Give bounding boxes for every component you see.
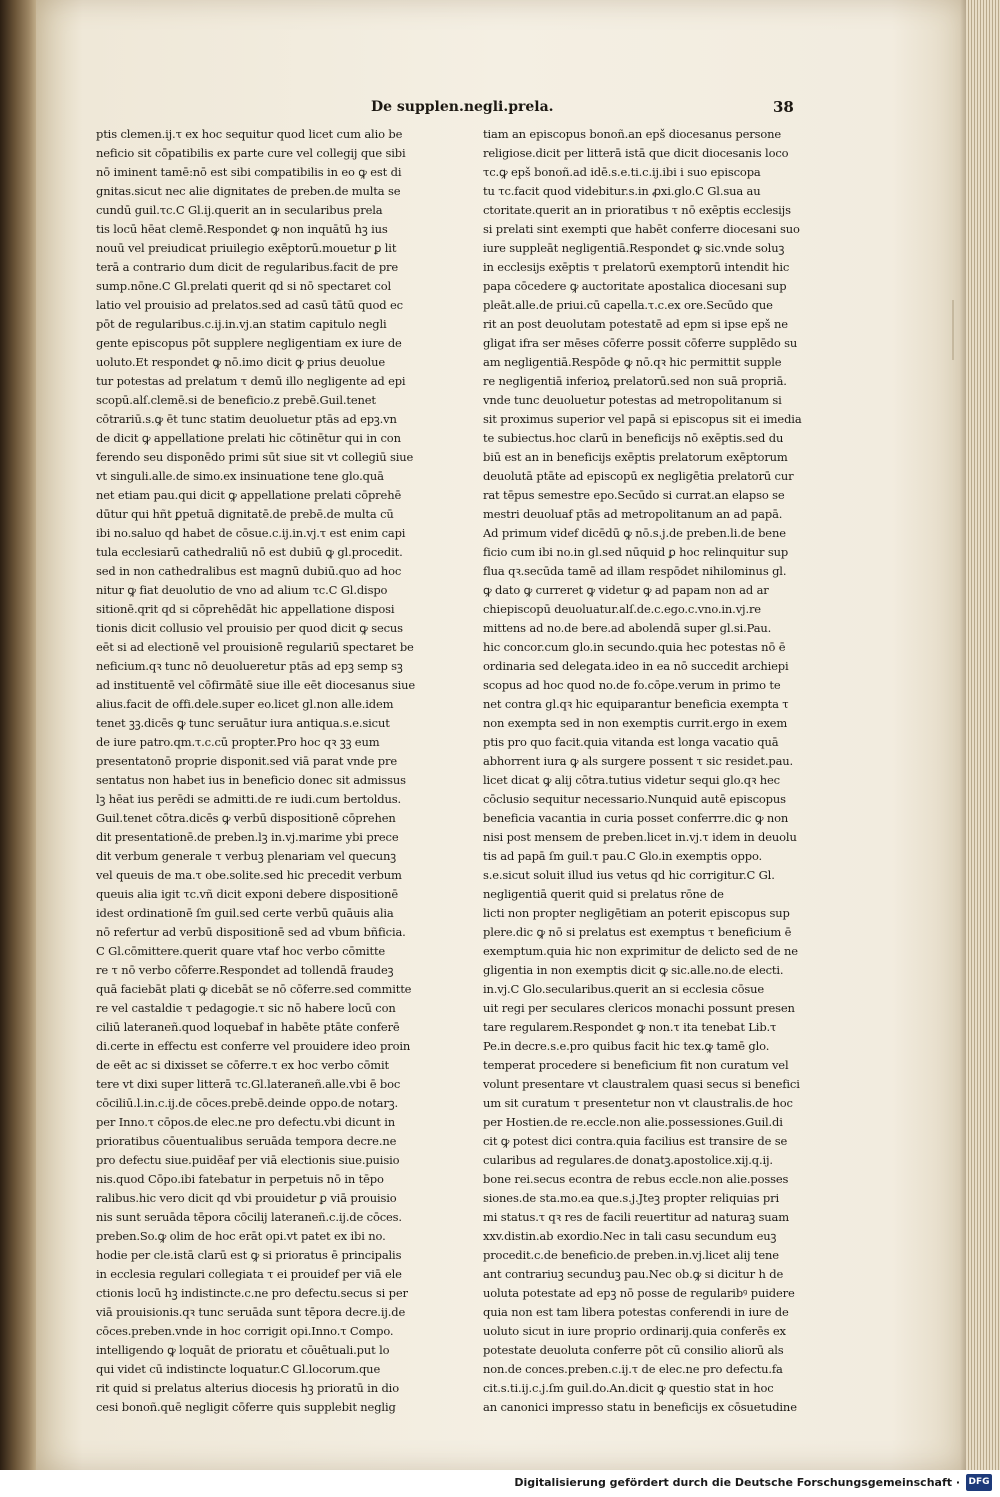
text-line: per Inno.τ cōpos.de elec.ne pro defectu.vbi dicunt in (96, 1115, 396, 1129)
text-line: Ad primum videf dicēdū ꝙ nō.s.j.de preben.li.de bene (483, 526, 786, 540)
text-line: gnitas.sicut nec alie dignitates de preben.de multa se (96, 184, 401, 198)
text-line: Guil.tenet cōtra.dicēs ꝙ verbū dispositionē cōprehen (96, 811, 396, 825)
margin-mark (952, 300, 964, 360)
text-line: cesi bonoñ.quē negligit cōferre quis supplebit neglig (96, 1400, 396, 1414)
text-line: tur potestas ad prelatum τ demū illo negligente ad epi (96, 374, 406, 388)
text-line: non exempta sed in non exemptis currit.ergo in exem (483, 716, 788, 730)
text-line: ibi no.saluo qd habet de cōsue.c.ij.in.vj.τ est enim capi (96, 526, 406, 540)
text-line: ferendo seu disponēdo primi sūt siue sit vt collegiū siue (96, 450, 414, 464)
text-line: ꝙ dato ꝙ curreret ꝙ videtur ꝙ ad papam non ad ar (483, 583, 769, 597)
text-line: lꝫ hēat ius perēdi se admitti.de re iudi.cum bertoldus. (96, 792, 402, 806)
text-line: biū est an in beneficijs exēptis prelatorum exēptorum (483, 450, 788, 464)
running-head: De supplen.negli.prela. (371, 99, 554, 115)
text-line: ordinaria sed delegata.ideo in ea nō succedit archiepi (483, 659, 789, 673)
text-line: rat tēpus semestre epo.Secūdo si currat.an elapso se (483, 488, 785, 502)
text-line: pōt de regularibus.c.ij.in.vj.an statim capitulo negli (96, 317, 387, 331)
text-line: viā prouisionis.qꝛ tunc seruāda sunt tēpora decre.ij.de (96, 1305, 406, 1319)
text-line: re negligentiā inferioꝝ prelatorū.sed non suā propriā. (483, 374, 787, 388)
text-line: mittens ad no.de bere.ad abolendā super gl.si.Pau. (483, 621, 772, 635)
text-line: religiose.dicit per litterā istā que dicit diocesanis loco (483, 146, 789, 160)
text-line: rit quid si prelatus alterius diocesis hꝫ prioratū in dio (96, 1381, 399, 1395)
text-line: nō iminent tamē:nō est sibi compatibilis in eo ꝙ est di (96, 165, 402, 179)
text-line: eēt si ad electionē vel prouisionē regulariū spectaret be (96, 640, 414, 654)
text-line: re vel castaldie τ pedagogie.τ sic nō habere locū con (96, 1001, 396, 1015)
text-line: idest ordinationē ſm guil.sed certe verbū quāuis alia (96, 906, 394, 920)
text-line: vt singuli.alle.de simo.ex insinuatione tene glo.quā (96, 469, 384, 483)
text-line: C Gl.cōmittere.querit quare vtaf hoc verbo cōmitte (96, 944, 386, 958)
text-line: dit presentationē.de preben.lꝫ in.vj.marime ybi prece (96, 830, 399, 844)
text-line: terā a contrario dum dicit de regularibus.facit de pre (96, 260, 399, 274)
text-line: uoluto.Et respondet ꝙ nō.imo dicit ꝙ prius deuolue (96, 355, 385, 369)
text-line: nitur ꝙ fiat deuolutio de vno ad alium τc.C Gl.dispo (96, 583, 388, 597)
text-line: pleāt.alle.de priui.cū capella.τ.c.ex ore.Secūdo que (483, 298, 773, 312)
text-line: mi status.τ qꝛ res de facili reuertitur ad naturaꝫ suam (483, 1210, 789, 1224)
text-line: neficium.qꝛ tunc nō deuolueretur ptās ad epꝫ semp sꝫ (96, 659, 403, 673)
text-line: te subiectus.hoc clarū in beneficijs nō exēptis.sed du (483, 431, 784, 445)
text-line: cundū guil.τc.C Gl.ij.querit an in secularibus prela (96, 203, 383, 217)
text-line: temperat procedere si beneficium fit non curatum vel (483, 1058, 789, 1072)
text-line: uoluta potestate ad epꝫ nō posse de regularibꝰ puidere (483, 1286, 795, 1300)
text-line: s.e.sicut soluit illud ius vetus qd hic corrigitur.C Gl. (483, 868, 775, 882)
text-line: gente episcopus pōt supplere negligentiam ex iure de (96, 336, 402, 350)
text-line: bone rei.secus econtra de rebus eccle.non alie.posses (483, 1172, 789, 1186)
text-line: beneficia vacantia in curia posset conferrre.dic ꝙ non (483, 811, 789, 825)
text-line: alius.facit de offi.dele.super eo.licet gl.non alle.idem (96, 697, 394, 711)
text-line: siones.de sta.mo.ea que.s.j.Jteꝫ propter reliquias pri (483, 1191, 779, 1205)
text-line: tis locū hēat clemē.Respondet ꝙ non inquātū hꝫ ius (96, 222, 388, 236)
text-line: in.vj.C Glo.secularibus.querit an si ecclesia cōsue (483, 982, 765, 996)
text-line: per Hostien.de re.eccle.non alie.possessiones.Guil.di (483, 1115, 783, 1129)
text-line: tis ad papā ſm guil.τ pau.C Glo.in exemptis oppo. (483, 849, 763, 863)
text-line: prioratibus cōuentualibus seruāda tempora decre.ne (96, 1134, 397, 1148)
text-line: deuolutā ptāte ad episcopū ex negligētia prelatorū cur (483, 469, 794, 483)
text-line: hic concor.cum glo.in secundo.quia hec potestas nō ē (483, 640, 786, 654)
text-line: re τ nō verbo cōferre.Respondet ad tollendā fraudeꝫ (96, 963, 394, 977)
text-line: plere.dic ꝙ nō si prelatus est exemptus τ beneficium ē (483, 925, 792, 939)
left-text-column (96, 125, 418, 1417)
text-line: cit ꝙ potest dici contra.quia facilius est transire de se (483, 1134, 788, 1148)
text-line: ficio cum ibi no.in gl.sed nūquid ꝑ hoc relinquitur sup (483, 545, 789, 559)
text-line: nis.quod Cōpo.ibi fatebatur in perpetuis nō in tēpo (96, 1172, 384, 1186)
text-line: de dicit ꝙ appellatione prelati hic cōtinētur qui in con (96, 431, 401, 445)
text-line: presentatonō proprie disponit.sed viā parat vnde pre (96, 754, 398, 768)
text-line: sit proximus superior vel papā si episcopus sit ei imedia (483, 412, 802, 426)
text-line: licti non propter negligētiam an poterit episcopus sup (483, 906, 790, 920)
text-line: qui videt cū indistincte loquatur.C Gl.locorum.que (96, 1362, 381, 1376)
text-line: cōclusio sequitur necessario.Nunquid autē episcopus (483, 792, 786, 806)
text-line: intelligendo ꝙ loquāt de prioratu et cōuētuali.put lo (96, 1343, 390, 1357)
text-line: nouū vel preiudicat priuilegio exēptorū.mouetur ꝑ lit (96, 241, 397, 255)
text-line: sed in non cathedralibus est magnū dubiū.quo ad hoc (96, 564, 402, 578)
folio-number: 38 (773, 98, 794, 116)
text-line: scopū.alſ.clemē.si de beneficio.z prebē.Guil.tenet (96, 393, 376, 407)
text-line: non.de conces.preben.c.ij.τ de elec.ne pro defectu.fa (483, 1362, 783, 1376)
text-line: latio vel prouisio ad prelatos.sed ad casū tātū quod ec (96, 298, 403, 312)
text-line: gligat ifra ser mēses cōferre possit cōferre supplēdo su (483, 336, 798, 350)
text-line: potestate deuoluta conferre pōt cū consilio aliorū als (483, 1343, 784, 1357)
text-line: sentatus non habet ius in beneficio donec sit admissus (96, 773, 406, 787)
text-line: ctoritate.querit an in prioratibus τ nō exēptis ecclesijs (483, 203, 791, 217)
text-line: in ecclesijs exēptis τ prelatorū exemptorū intendit hic (483, 260, 790, 274)
text-line: iure suppleāt negligentiā.Respondet ꝙ sic.vnde soluꝫ (483, 241, 785, 255)
text-line: uoluto sicut in iure proprio ordinarij.quia conferēs ex (483, 1324, 786, 1338)
text-line: am negligentiā.Respōde ꝙ nō.qꝛ hic permittit supple (483, 355, 782, 369)
text-line: vel queuis de ma.τ obe.solite.sed hic precedit verbum (96, 868, 402, 882)
text-line: papa cōcedere ꝙ auctoritate apostalica diocesani sup (483, 279, 787, 293)
text-line: volunt presentare vt claustralem quasi secus si benefici (483, 1077, 800, 1091)
text-line: ad instituentē vel cōfirmātē siue ille eēt diocesanus siue (96, 678, 416, 692)
text-line: tere vt dixi super litterā τc.Gl.lateraneñ.alle.vbi ē boc (96, 1077, 401, 1091)
text-line: ralibus.hic vero dicit qd vbi prouidetur ꝑ viā prouisio (96, 1191, 397, 1205)
text-line: si prelati sint exempti que habēt conferre diocesani suo (483, 222, 800, 236)
text-line: uit regi per seculares clericos monachi possunt presen (483, 1001, 795, 1015)
text-line: scopus ad hoc quod no.de fo.cōpe.verum in primo te (483, 678, 781, 692)
book-spine (0, 0, 38, 1497)
text-line: tenet ꝫꝫ.dicēs ꝙ tunc seruātur iura antiqua.s.e.sicut (96, 716, 390, 730)
text-line: in ecclesia regulari collegiata τ ei prouidef per viā ele (96, 1267, 402, 1281)
text-line: preben.So.ꝙ olim de hoc erāt opi.vt patet ex ibi no. (96, 1229, 386, 1243)
text-line: sump.nōne.C Gl.prelati querit qd si nō spectaret col (96, 279, 391, 293)
text-line: tu τc.facit quod videbitur.s.in ꝓxi.glo.C Gl.sua au (483, 184, 761, 198)
text-line: tula ecclesiarū cathedraliū nō est dubiū ꝙ gl.procedit. (96, 545, 403, 559)
text-line: sitionē.qrit qd si cōprehēdāt hic appellatione disposi (96, 602, 395, 616)
text-line: di.certe in effectu est conferre vel prouidere ideo proin (96, 1039, 411, 1053)
dfg-logo: DFG (966, 1474, 992, 1491)
text-line: xxv.distin.ab exordio.Nec in tali casu secundum euꝫ (483, 1229, 777, 1243)
text-line: ptis clemen.ij.τ ex hoc sequitur quod licet cum alio be (96, 127, 403, 141)
text-line: quā faciebāt plati ꝙ dicebāt se nō cōferre.sed committe (96, 982, 412, 996)
text-line: rit an post deuolutam potestatē ad epm si ipse epš ne (483, 317, 788, 331)
text-line: dit verbum generale τ verbuꝫ plenariam vel quecunꝫ (96, 849, 396, 863)
text-line: licet dicat ꝙ alij cōtra.tutius videtur sequi glo.qꝛ hec (483, 773, 780, 787)
text-line: flua qꝛ.secūda tamē ad illam respōdet nihilominus gl. (483, 564, 787, 578)
page-edges (966, 0, 1000, 1470)
text-line: de iure patro.qm.τ.c.cū propter.Pro hoc qꝛ ꝫꝫ eum (96, 735, 380, 749)
text-line: neficio sit cōpatibilis ex parte cure vel collegij que sibi (96, 146, 406, 160)
text-line: queuis alia igit τc.vñ dicit exponi debere dispositionē (96, 887, 398, 901)
text-line: cōces.preben.vnde in hoc corrigit opi.Inno.τ Compo. (96, 1324, 394, 1338)
text-line: ptis pro quo facit.quia vitanda est longa vacatio quā (483, 735, 779, 749)
text-line: dūtur qui hñt ꝑpetuā dignitatē.de prebē.de multa cū (96, 507, 394, 521)
text-line: negligentiā querit quid si prelatus rōne de (483, 887, 724, 901)
text-line: procedit.c.de beneficio.de preben.in.vj.licet alij tene (483, 1248, 779, 1262)
text-line: tare regularem.Respondet ꝙ non.τ ita tenebat Lib.τ (483, 1020, 777, 1034)
text-line: cit.s.ti.ij.c.j.ſm guil.do.An.dicit ꝙ questio stat in hoc (483, 1381, 774, 1395)
text-line: an canonici impresso statu in beneficijs ex cōsuetudine (483, 1400, 797, 1414)
text-line: ant contrariuꝫ secunduꝫ pau.Nec ob.ꝙ si dicitur h de (483, 1267, 784, 1281)
text-line: pro defectu siue.puidēaf per viā electionis siue.puisio (96, 1153, 400, 1167)
footer-strip (0, 1470, 1000, 1497)
text-line: Pe.in decre.s.e.pro quibus facit hic tex.ꝙ tamē glo. (483, 1039, 770, 1053)
text-line: gligentia in non exemptis dicit ꝙ sic.alle.no.de electi. (483, 963, 784, 977)
text-line: um sit curatum τ presentetur non vt claustralis.de hoc (483, 1096, 793, 1110)
text-line: ctionis locū hꝫ indistincte.c.ne pro defectu.secus si per (96, 1286, 408, 1300)
text-line: de eēt ac si dixisset se cōferre.τ ex hoc verbo cōmit (96, 1058, 389, 1072)
text-line: quia non est tam libera potestas conferendi in iure de (483, 1305, 789, 1319)
text-line: nisi post mensem de preben.licet in.vj.τ idem in deuolu (483, 830, 797, 844)
text-line: tiam an episcopus bonoñ.an epš diocesanus persone (483, 127, 782, 141)
text-line: net contra gl.qꝛ hic equiparantur beneficia exempta τ (483, 697, 789, 711)
text-line: exemptum.quia hic non exprimitur de delicto sed de ne (483, 944, 798, 958)
text-line: nis sunt seruāda tēpora cōcilij lateraneñ.c.ij.de cōces. (96, 1210, 402, 1224)
text-line: net etiam pau.qui dicit ꝙ appellatione prelati cōprehē (96, 488, 402, 502)
text-line: τc.ꝙ epš bonoñ.ad idē.s.e.ti.c.ij.ibi i suo episcopa (483, 165, 761, 179)
text-line: mestri deuoluaf ptās ad metropolitanum an ad papā. (483, 507, 783, 521)
text-line: hodie per cle.istā clarū est ꝙ si prioratus ē principalis (96, 1248, 402, 1262)
text-line: vnde tunc deuoluetur potestas ad metropolitanum si (483, 393, 782, 407)
text-line: nō refertur ad verbū dispositionē sed ad vbum bñficia. (96, 925, 406, 939)
text-line: tionis dicit collusio vel prouisio per quod dicit ꝙ secus (96, 621, 403, 635)
right-text-column (483, 125, 803, 1417)
text-line: ciliū lateraneñ.quod loquebaf in habēte ptāte conferē (96, 1020, 400, 1034)
text-line: cōtrariū.s.ꝙ ēt tunc statim deuoluetur ptās ad epꝫ.vn (96, 412, 397, 426)
footer-credit: Digitalisierung gefördert durch die Deutsche Forschungsgemeinschaft · (514, 1476, 960, 1489)
text-line: chiepiscopū deuoluatur.alſ.de.c.ego.c.vno.in.vj.re (483, 602, 761, 616)
text-line: cularibus ad regulares.de donatꝫ.apostolice.xij.q.ij. (483, 1153, 773, 1167)
text-line: abhorrent iura ꝙ als surgere possent τ sic residet.pau. (483, 754, 794, 768)
text-line: cōciliū.l.in.c.ij.de cōces.prebē.deinde oppo.de notarꝫ. (96, 1096, 398, 1110)
